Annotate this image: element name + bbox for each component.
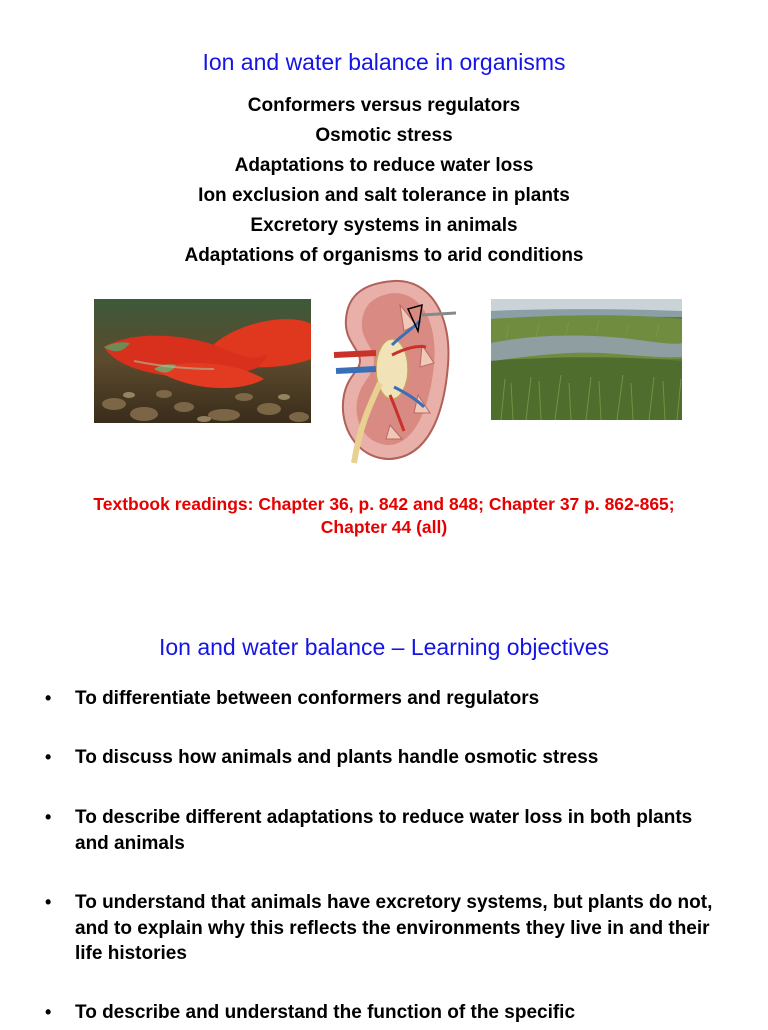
topic-item: Osmotic stress bbox=[315, 125, 453, 146]
bullet: • bbox=[45, 892, 52, 912]
page-title: Ion and water balance in organisms bbox=[202, 49, 566, 75]
objective-text: To describe and understand the function of the specific bbox=[75, 1002, 576, 1023]
objective-text: To describe different adaptations to reduce water loss in both plants and animals bbox=[75, 807, 693, 854]
topic-item: Adaptations to reduce water loss bbox=[234, 155, 534, 176]
readings-line: Textbook readings: Chapter 36, p. 842 and 848; Chapter 37 p. 862-865; bbox=[93, 494, 675, 514]
bullet: • bbox=[45, 1002, 52, 1022]
objective-item bbox=[0, 805, 768, 890]
objective-item bbox=[0, 686, 768, 745]
bullet: • bbox=[45, 688, 52, 708]
objective-text: To discuss how animals and plants handle osmotic stress bbox=[75, 747, 599, 768]
objective-text: To differentiate between conformers and regulators bbox=[75, 688, 540, 709]
textbook-readings bbox=[40, 493, 728, 539]
salmon-photo bbox=[94, 299, 311, 423]
topic-item: Excretory systems in animals bbox=[250, 215, 518, 236]
objective-item bbox=[0, 745, 768, 805]
objective-item bbox=[0, 1000, 768, 1030]
objective-text: To understand that animals have excretory systems, but plants do not, and to explain why this reflects the environments they live in and their life histories bbox=[75, 892, 713, 964]
topic-item: Ion exclusion and salt tolerance in plants bbox=[198, 185, 570, 206]
readings-line: Chapter 44 (all) bbox=[320, 517, 448, 537]
kidney-illustration bbox=[330, 275, 458, 465]
bullet: • bbox=[45, 807, 52, 827]
topic-item: Conformers versus regulators bbox=[247, 95, 521, 116]
topic-item: Adaptations of organisms to arid conditions bbox=[184, 245, 584, 266]
topic-list bbox=[0, 93, 768, 273]
objectives-list bbox=[0, 686, 768, 1030]
salt-marsh-photo bbox=[491, 299, 682, 420]
bullet: • bbox=[45, 747, 52, 767]
objectives-title: Ion and water balance – Learning objectives bbox=[158, 634, 610, 660]
objective-item bbox=[0, 890, 768, 1000]
